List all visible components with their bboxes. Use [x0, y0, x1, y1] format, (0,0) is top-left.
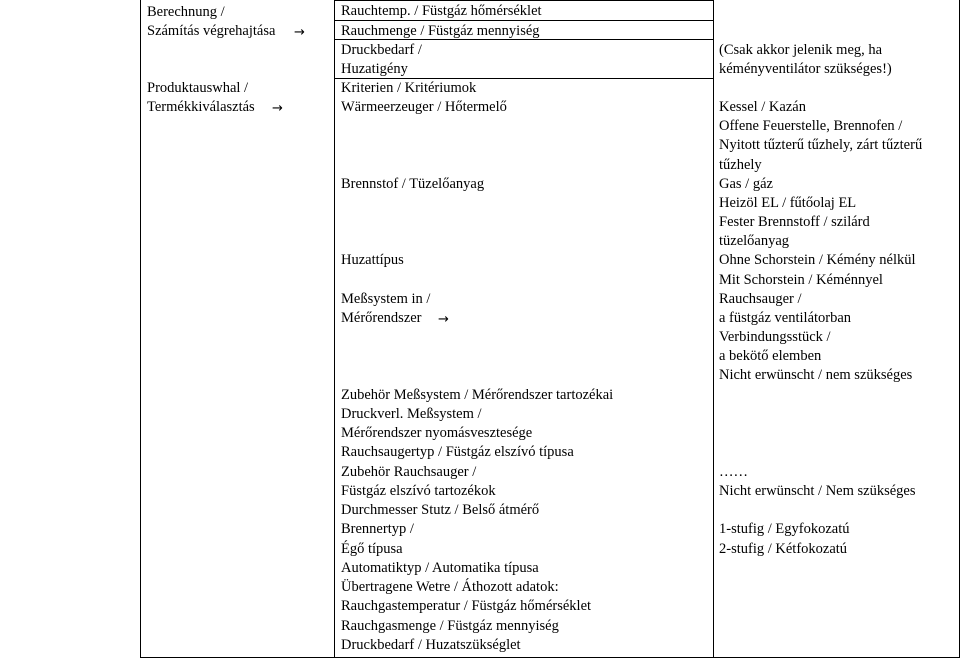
right-arrow-icon: → — [272, 101, 283, 116]
right-note-line-2: kéményventilátor szükséges!) — [719, 61, 892, 77]
mid-row-rauchtemp: Rauchtemp. / Füstgáz hőmérséklet — [341, 3, 542, 19]
mid-row-messsystem-1: Meßsystem in / — [341, 291, 431, 307]
mid-row-waermeerzeuger: Wärmeerzeuger / Hőtermelő — [341, 99, 507, 115]
border-divider-2 — [713, 0, 714, 658]
mid-row-druckbedarf-2: Huzatigény — [341, 61, 408, 77]
right-option-2-stufig: 2-stufig / Kétfokozatú — [719, 541, 848, 557]
mid-row-zubehoer-rauchsauger-1: Zubehör Rauchsauger / — [341, 464, 477, 480]
mid-row-huzattipus: Huzattípus — [341, 252, 404, 268]
mid-row-automatiktyp: Automatiktyp / Automatika típusa — [341, 560, 539, 576]
mid-row-druckverl-1: Druckverl. Meßsystem / — [341, 406, 482, 422]
right-note-line-1: (Csak akkor jelenik meg, ha — [719, 42, 883, 58]
right-option-rauchsauger-1: Rauchsauger / — [719, 291, 802, 307]
right-option-heizoel: Heizöl EL / fűtőolaj EL — [719, 195, 857, 211]
left-item-2-line-1: Produktauswhal / — [147, 80, 249, 96]
right-option-offene-2: Nyitott tűzterű tűzhely, zárt tűzterű — [719, 137, 923, 153]
mid-row-messsystem-2: Mérőrendszer — [341, 310, 422, 326]
mid-row-zubehoer-messsystem: Zubehör Meßsystem / Mérőrendszer tartozékai — [341, 387, 614, 403]
right-option-ohne: Ohne Schorstein / Kémény nélkül — [719, 252, 916, 268]
right-option-nicht-erwuenscht-1: Nicht erwünscht / nem szükséges — [719, 367, 913, 383]
right-option-fester-1: Fester Brennstoff / szilárd — [719, 214, 870, 230]
left-item-1-line-2: Számítás végrehajtása — [147, 23, 276, 39]
mid-row-kriterien: Kriterien / Kritériumok — [341, 80, 477, 96]
border-mid-top — [334, 0, 714, 1]
mid-row-brennstof: Brennstof / Tüzelőanyag — [341, 176, 485, 192]
mid-row-zubehoer-rauchsauger-2: Füstgáz elszívó tartozékok — [341, 483, 496, 499]
right-option-verbindung-2: a bekötő elemben — [719, 348, 822, 364]
right-option-gas: Gas / gáz — [719, 176, 773, 192]
right-arrow-icon: → — [438, 312, 449, 327]
right-option-mit: Mit Schorstein / Kéménnyel — [719, 272, 883, 288]
right-arrow-icon: → — [294, 25, 305, 40]
right-option-rauchsauger-2: a füstgáz ventilátorban — [719, 310, 852, 326]
right-option-offene-1: Offene Feuerstelle, Brennofen / — [719, 118, 903, 134]
left-item-2-line-2: Termékkiválasztás — [147, 99, 255, 115]
mid-row-uebertragene: Übertragene Wetre / Áthozott adatok: — [341, 579, 559, 595]
mid-row-druckbedarf-huzat: Druckbedarf / Huzatszükséglet — [341, 637, 521, 653]
right-option-fester-2: tüzelőanyag — [719, 233, 790, 249]
right-option-kessel: Kessel / Kazán — [719, 99, 806, 115]
right-option-dots: …… — [719, 464, 748, 480]
mid-row-rauchsaugertyp: Rauchsaugertyp / Füstgáz elszívó típusa — [341, 444, 574, 460]
mid-row-druckbedarf-1: Druckbedarf / — [341, 42, 422, 58]
right-option-offene-3: tűzhely — [719, 157, 762, 173]
mid-row-brennertyp-1: Brennertyp / — [341, 521, 414, 537]
mid-row-rauchmenge: Rauchmenge / Füstgáz mennyiség — [341, 23, 540, 39]
mid-row-rauchgastemperatur: Rauchgastemperatur / Füstgáz hőmérséklet — [341, 598, 592, 614]
mid-row-brennertyp-2: Égő típusa — [341, 541, 403, 557]
border-divider-1 — [334, 0, 335, 658]
mid-row-druckverl-2: Mérőrendszer nyomásvesztesége — [341, 425, 533, 441]
right-option-nicht-erwuenscht-2: Nicht erwünscht / Nem szükséges — [719, 483, 916, 499]
right-option-1-stufig: 1-stufig / Egyfokozatú — [719, 521, 850, 537]
mid-row-durchmesser: Durchmesser Stutz / Belső átmérő — [341, 502, 540, 518]
border-left — [140, 0, 141, 658]
mid-row-rauchgasmenge: Rauchgasmenge / Füstgáz mennyiség — [341, 618, 559, 634]
left-item-1-line-1: Berechnung / — [147, 4, 225, 20]
right-option-verbindung-1: Verbindungsstück / — [719, 329, 831, 345]
